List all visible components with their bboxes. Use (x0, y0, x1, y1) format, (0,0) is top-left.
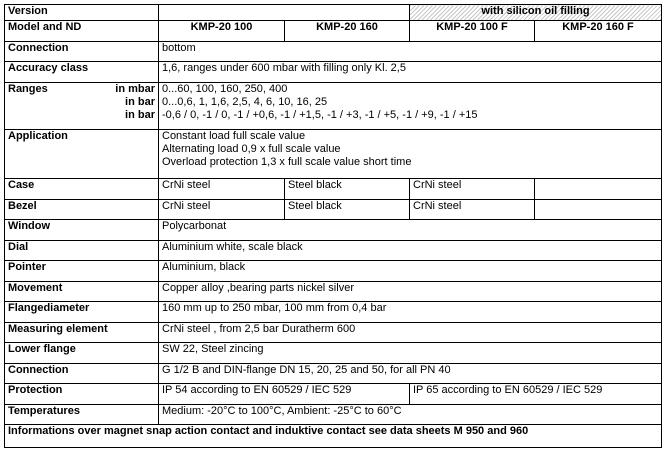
model-kmp20-160: KMP-20 160 (285, 21, 410, 42)
movement-label: Movement (5, 281, 159, 302)
case-label: Case (5, 179, 159, 200)
footer-note: Informations over magnet snap action contact and induktive contact see data sheets M 950 and 960 (5, 425, 662, 448)
measuring-value: CrNi steel , from 2,5 bar Duratherm 600 (159, 322, 662, 343)
ranges-unit-bar-vacuum: in bar (125, 108, 155, 121)
ranges-vacuum-values: -0,6 / 0, -1 / 0, -1 / +0,6, -1 / +1,5, -1 / +3, -1 / +5, -1 / +9, -1 / +15 (162, 108, 478, 121)
movement-row (5, 281, 662, 302)
ranges-label: Ranges (8, 82, 48, 95)
flangediameter-label: Flangediameter (5, 302, 159, 323)
accuracy-label: Accuracy class (5, 62, 159, 83)
accuracy-value: 1,6, ranges under 600 mbar with filling only Kl. 2,5 (159, 62, 662, 83)
protection-row (5, 384, 662, 405)
model-kmp20-100: KMP-20 100 (159, 21, 285, 42)
protection-filled: IP 65 according to EN 60529 / IEC 529 (410, 384, 662, 405)
application-label: Application (5, 130, 159, 179)
application-row (5, 130, 662, 179)
model-row (5, 21, 662, 42)
temperatures-value: Medium: -20°C to 100°C, Ambient: -25°C to 60°C (159, 404, 662, 425)
flangediameter-row (5, 302, 662, 323)
bezel-kmp20-160: Steel black (285, 199, 410, 220)
lower-flange-label: Lower flange (5, 343, 159, 364)
connection-row (5, 41, 662, 62)
connection2-label: Connection (5, 363, 159, 384)
version-row (5, 5, 662, 21)
model-kmp20-100f: KMP-20 100 F (410, 21, 535, 42)
bezel-kmp20-160f (535, 199, 662, 220)
dial-row (5, 240, 662, 261)
case-kmp20-100: CrNi steel (159, 179, 285, 200)
protection-standard: IP 54 according to EN 60529 / IEC 529 (159, 384, 410, 405)
pointer-value: Aluminium, black (159, 261, 662, 282)
window-row (5, 220, 662, 241)
connection2-value: G 1/2 B and DIN-flange DN 15, 20, 25 and 50, for all PN 40 (159, 363, 662, 384)
accuracy-row (5, 62, 662, 83)
application-constant: Constant load full scale value (162, 130, 306, 143)
spec-table (4, 4, 662, 448)
dial-value: Aluminium white, scale black (159, 240, 662, 261)
ranges-unit-mbar: in mbar (115, 82, 155, 95)
case-kmp20-160f (535, 179, 662, 200)
case-row (5, 179, 662, 200)
window-label: Window (5, 220, 159, 241)
silicon-oil-header (410, 5, 662, 21)
application-alternating: Alternating load 0,9 x full scale value (162, 143, 341, 156)
protection-label: Protection (5, 384, 159, 405)
measuring-label: Measuring element (5, 322, 159, 343)
pointer-row (5, 261, 662, 282)
connection2-row (5, 363, 662, 384)
application-overload: Overload protection 1,3 x full scale value short time (162, 156, 412, 169)
model-label: Model and ND (5, 21, 159, 42)
bezel-row (5, 199, 662, 220)
dial-label: Dial (5, 240, 159, 261)
version-label: Version (5, 5, 159, 21)
ranges-unit-bar: in bar (125, 95, 155, 108)
temperatures-row (5, 404, 662, 425)
bezel-label: Bezel (5, 199, 159, 220)
ranges-bar-values: 0...0,6, 1, 1,6, 2,5, 4, 6, 10, 16, 25 (162, 95, 328, 108)
silicon-oil-label: with silicon oil filling (481, 5, 590, 17)
case-kmp20-160: Steel black (285, 179, 410, 200)
lower-flange-value: SW 22, Steel zincing (159, 343, 662, 364)
temperatures-label: Temperatures (5, 404, 159, 425)
ranges-values (159, 82, 662, 129)
footer-row (5, 425, 662, 448)
version-blank (159, 5, 410, 21)
ranges-mbar-values: 0...60, 100, 160, 250, 400 (162, 82, 288, 95)
measuring-row (5, 322, 662, 343)
flangediameter-value: 160 mm up to 250 mbar, 100 mm from 0,4 bar (159, 302, 662, 323)
movement-value: Copper alloy ,bearing parts nickel silver (159, 281, 662, 302)
connection-value: bottom (159, 41, 662, 62)
bezel-kmp20-100f: CrNi steel (410, 199, 535, 220)
pointer-label: Pointer (5, 261, 159, 282)
window-value: Polycarbonat (159, 220, 662, 241)
application-values (159, 130, 662, 179)
case-kmp20-100f: CrNi steel (410, 179, 535, 200)
model-kmp20-160f: KMP-20 160 F (535, 21, 662, 42)
ranges-row (5, 82, 662, 129)
lower-flange-row (5, 343, 662, 364)
connection-label: Connection (5, 41, 159, 62)
ranges-label-cell (5, 82, 159, 129)
bezel-kmp20-100: CrNi steel (159, 199, 285, 220)
